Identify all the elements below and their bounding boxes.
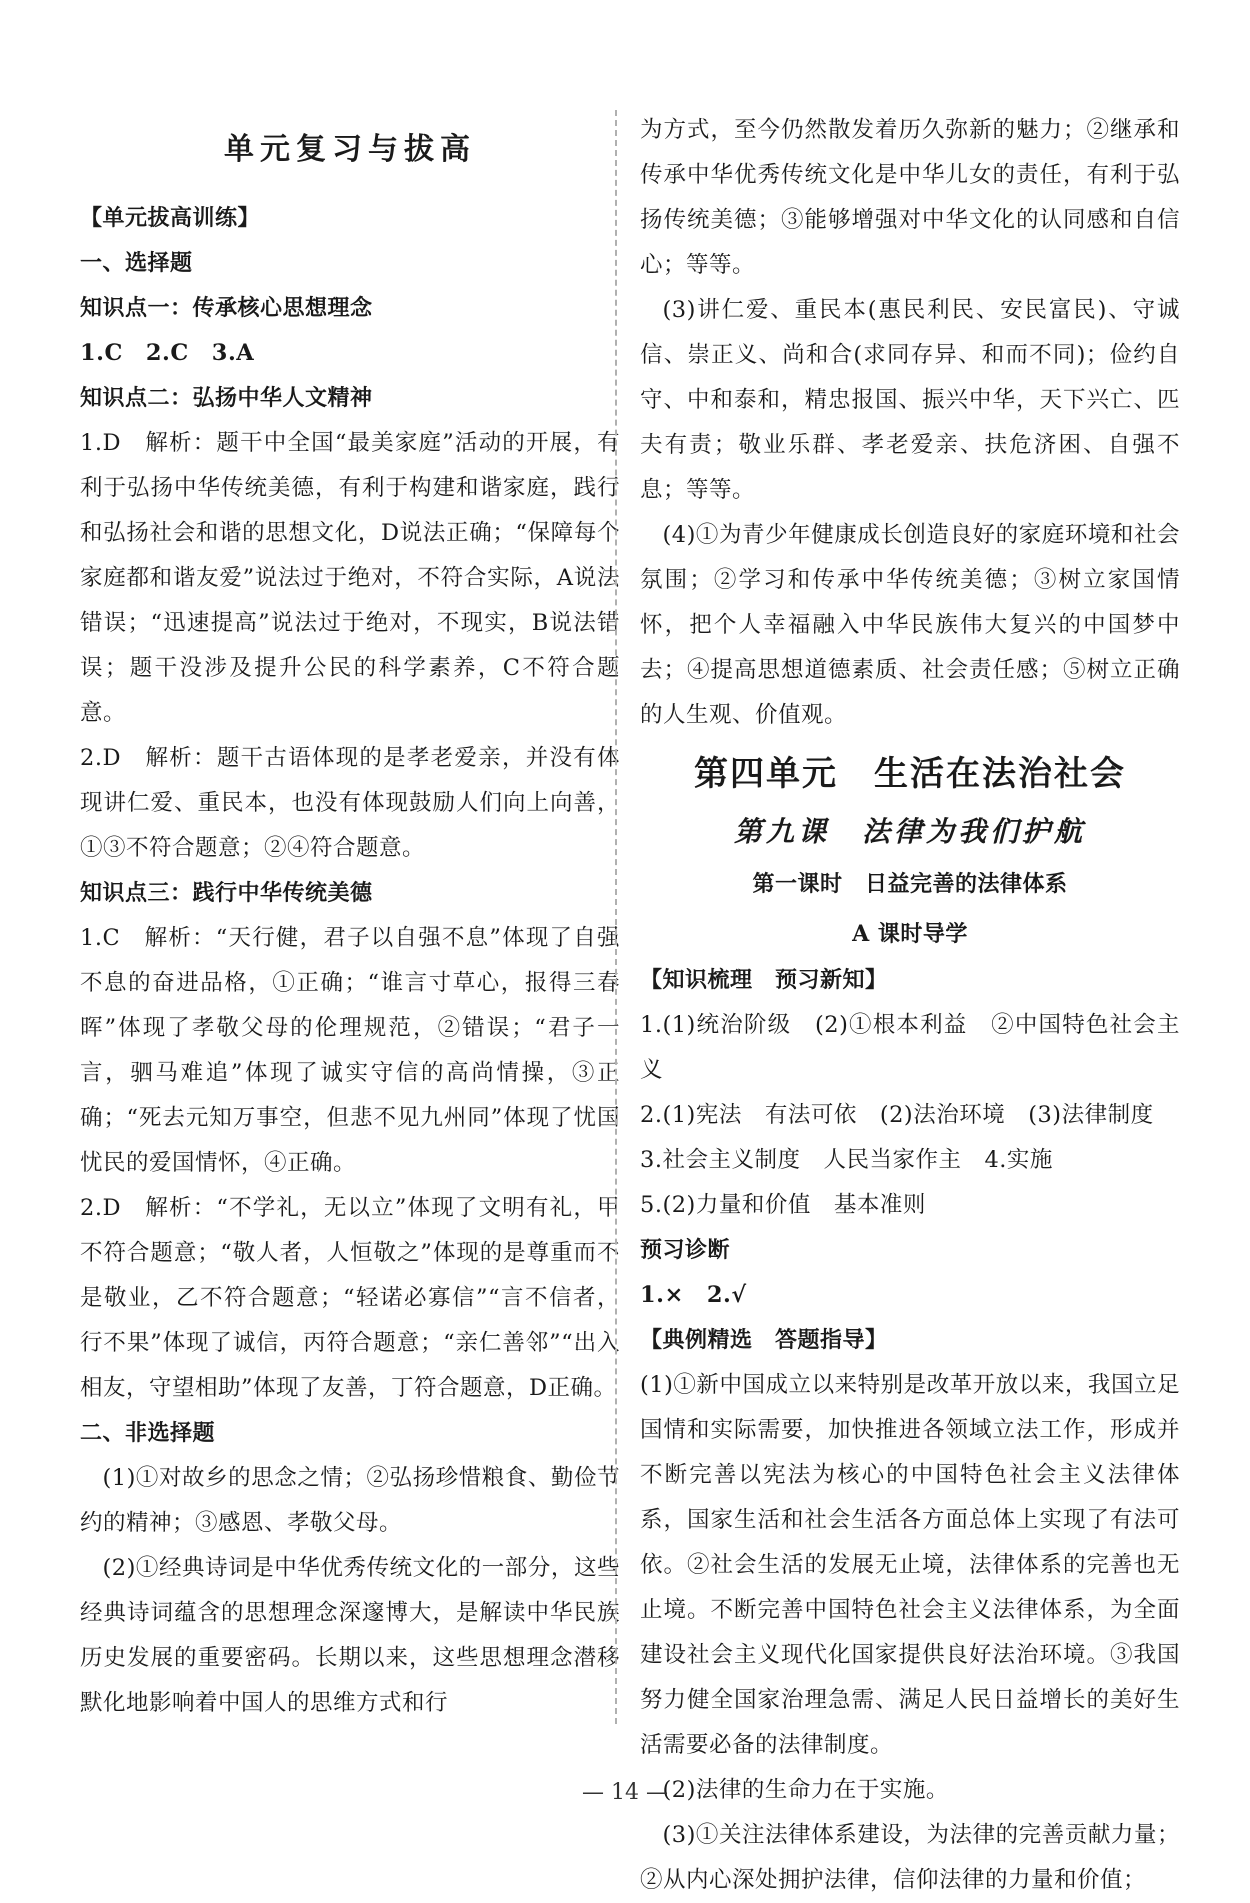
section-header: 【典例精选 答题指导】 bbox=[640, 1328, 888, 1353]
unit-title: 第四单元 生活在法治社会 bbox=[694, 754, 1126, 794]
answer-paragraph: (4)①为青少年健康成长创造良好的家庭环境和社会氛围；②学习和传承中华传统美德；③树立家国情怀，把个人幸福融入中华民族伟大复兴的中国梦中去；④提高思想道德素质、社会责任感；⑤树立正确的人生观、价值观。 bbox=[640, 522, 1180, 728]
answer-paragraph: 2.D 解析：“不学礼，无以立”体现了文明有礼，甲不符合题意；“敬人者，人恒敬之”体现的是尊重而不是敬业，乙不符合题意；“轻诺必寡信”“言不信者，行不果”体现了诚信，丙符合题意；“亲仁善邻”“出入相友，守望相助”体现了友善，丁符合题意，D正确。 bbox=[80, 1195, 620, 1401]
answer-line: 1.× 2.√ bbox=[640, 1282, 747, 1308]
answer-paragraph: (3)①关注法律体系建设，为法律的完善贡献力量；②从内心深处拥护法律，信仰法律的力量和价值； bbox=[640, 1822, 1180, 1893]
section-title: A 课时导学 bbox=[852, 921, 968, 947]
part-heading: 二、非选择题 bbox=[80, 1421, 216, 1446]
period-title: 第一课时 日益完善的法律体系 bbox=[752, 872, 1068, 897]
page-number: — 14 — bbox=[582, 1780, 668, 1805]
answer-paragraph: 为方式，至今仍然散发着历久弥新的魅力；②继承和传承中华优秀传统文化是中华儿女的责任，有利于弘扬传统美德；③能够增强对中华文化的认同感和自信心；等等。 bbox=[640, 117, 1180, 278]
lesson-title: 第九课 法律为我们护航 bbox=[733, 815, 1086, 848]
part-heading: 一、选择题 bbox=[80, 251, 193, 276]
answer-paragraph: (3)讲仁爱、重民本(惠民利民、安民富民)、守诚信、崇正义、尚和合(求同存异、和而不同)；俭约自守、中和泰和，精忠报国、振兴中华，天下兴亡、匹夫有责；敬业乐群、孝老爱亲、扶危济困、自强不息；等等。 bbox=[640, 297, 1180, 503]
answer-paragraph: (2)①经典诗词是中华优秀传统文化的一部分，这些经典诗词蕴含的思想理念深邃博大，是解读中华民族历史发展的重要密码。长期以来，这些思想理念潜移默化地影响着中国人的思维方式和行 bbox=[80, 1555, 620, 1716]
knowledge-point-heading: 知识点三：践行中华传统美德 bbox=[80, 881, 373, 906]
answer-paragraph: 1.C 解析：“天行健，君子以自强不息”体现了自强不息的奋进品格，①正确；“谁言寸草心，报得三春晖”体现了孝敬父母的伦理规范，②错误；“君子一言，驷马难追”体现了诚实守信的高尚情操，③正确；“死去元知万事空，但悲不见九州同”体现了忧国忧民的爱国情怀，④正确。 bbox=[80, 925, 620, 1176]
answer-line: 5.(2)力量和价值 基本准则 bbox=[640, 1192, 926, 1218]
answer-line: 2.(1)宪法 有法可依 (2)法治环境 (3)法律制度 bbox=[640, 1102, 1154, 1128]
knowledge-point-heading: 知识点二：弘扬中华人文精神 bbox=[80, 386, 373, 411]
answer-paragraph: (2)法律的生命力在于实施。 bbox=[662, 1777, 949, 1803]
answer-line: 3.社会主义制度 人民当家作主 4.实施 bbox=[640, 1147, 1053, 1173]
answer-paragraph: (1)①新中国成立以来特别是改革开放以来，我国立足国情和实际需要，加快推进各领域立法工作，形成并不断完善以宪法为核心的中国特色社会主义法律体系，国家生活和社会生活各方面总体上实现了有法可依。②社会生活的发展无止境，法律体系的完善也无止境。不断完善中国特色社会主义法律体系，为全面建设社会主义现代化国家提供良好法治环境。③我国努力健全国家治理急需、满足人民日益增长的美好生活需要必备的法律制度。 bbox=[640, 1372, 1180, 1758]
column-divider bbox=[615, 110, 617, 1724]
knowledge-point-heading: 知识点一：传承核心思想理念 bbox=[80, 296, 373, 321]
answer-paragraph: 1.D 解析：题干中全国“最美家庭”活动的开展，有利于弘扬中华传统美德，有利于构建和谐家庭，践行和弘扬社会和谐的思想文化，D说法正确；“保障每个家庭都和谐友爱”说法过于绝对，不符合实际，A说法错误；“迅速提高”说法过于绝对，不现实，B说法错误；题干没涉及提升公民的科学素养，C不符合题意。 bbox=[80, 430, 620, 726]
section-header: 【知识梳理 预习新知】 bbox=[640, 968, 888, 993]
section-header: 【单元拔高训练】 bbox=[80, 206, 261, 231]
answer-paragraph: 2.D 解析：题干古语体现的是孝老爱亲，并没有体现讲仁爱、重民本，也没有体现鼓励人们向上向善，①③不符合题意；②④符合题意。 bbox=[80, 745, 620, 861]
section-header: 预习诊断 bbox=[640, 1238, 731, 1263]
page-title: 单元复习与拔高 bbox=[224, 132, 476, 167]
answer-paragraph: (1)①对故乡的思念之情；②弘扬珍惜粮食、勤俭节约的精神；③感恩、孝敬父母。 bbox=[80, 1465, 620, 1536]
answer-line: 1.C 2.C 3.A bbox=[80, 340, 255, 366]
left-column bbox=[80, 90, 620, 1726]
answer-line: 1.(1)统治阶级 (2)①根本利益 ②中国特色社会主义 bbox=[640, 1012, 1180, 1083]
right-column bbox=[640, 108, 1180, 1903]
